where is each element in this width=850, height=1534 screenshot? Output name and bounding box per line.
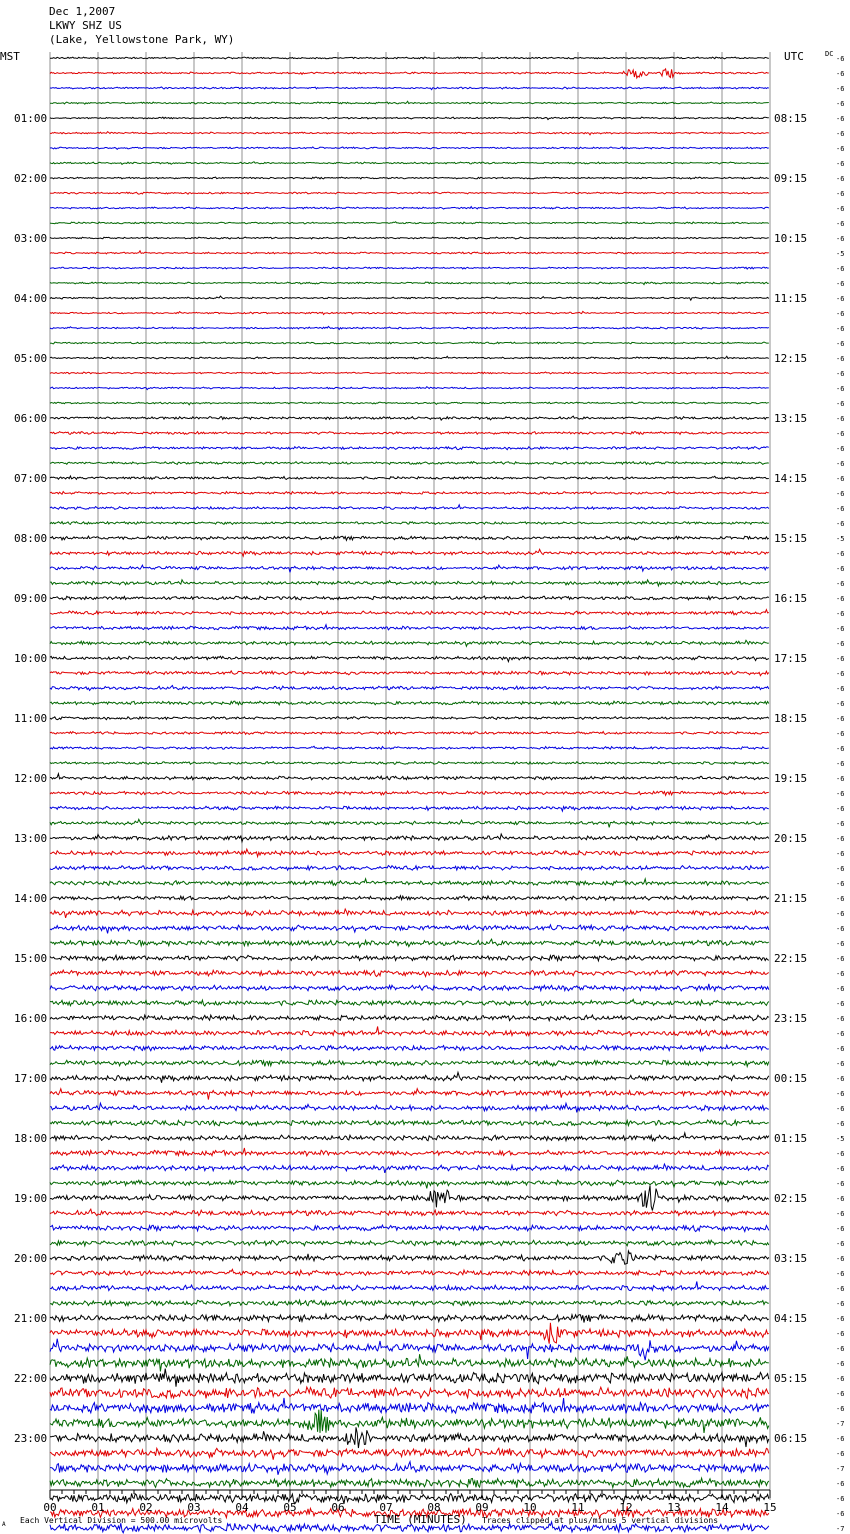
dc-offset-label: -6 (836, 145, 845, 153)
mst-hour-label: 18:00 (14, 1132, 48, 1145)
mst-hour-label: 16:00 (14, 1012, 48, 1025)
dc-offset-label: -5 (836, 1135, 845, 1143)
mst-hour-label: 06:00 (14, 412, 48, 425)
dc-offset-label: -6 (836, 1360, 845, 1368)
dc-offset-label: -6 (836, 1330, 845, 1338)
dc-offset-label: -6 (836, 235, 845, 243)
dc-offset-label: -6 (836, 70, 845, 78)
right-timezone: UTC (784, 50, 804, 63)
dc-header: DC (825, 50, 834, 58)
dc-offset-label: -6 (836, 340, 845, 348)
trace-line (50, 1148, 769, 1156)
dc-offset-label: -6 (836, 475, 845, 483)
dc-offset-label: -6 (836, 55, 845, 63)
dc-offset-label: -6 (836, 175, 845, 183)
utc-hour-label: 01:15 (774, 1132, 808, 1145)
dc-offset-label: -6 (836, 1435, 845, 1443)
dc-offset-label: -6 (836, 1150, 845, 1158)
trace-line (50, 177, 769, 179)
dc-offset-label: -6 (836, 760, 845, 768)
trace-line (50, 610, 769, 615)
utc-hour-label: 15:15 (774, 532, 808, 545)
mst-hour-label: 12:00 (14, 772, 48, 785)
utc-hour-label: 14:15 (774, 472, 808, 485)
dc-offset-label: -6 (836, 985, 845, 993)
utc-hour-label: 18:15 (774, 712, 808, 725)
x-tick-label: 08 (427, 1501, 441, 1514)
utc-hour-label: 16:15 (774, 592, 808, 605)
corner-mark: A (2, 1521, 6, 1528)
trace-line (50, 192, 769, 194)
header-location: (Lake, Yellowstone Park, WY) (49, 33, 235, 46)
mst-hour-label: 11:00 (14, 712, 48, 725)
x-tick-label: 06 (331, 1501, 345, 1514)
trace-line (50, 580, 769, 586)
dc-offset-label: -7 (836, 1465, 845, 1473)
utc-hour-label: 22:15 (774, 952, 808, 965)
trace-line (50, 1072, 769, 1082)
utc-hour-label: 06:15 (774, 1432, 808, 1445)
scale-note: Each Vertical Division = 500.00 microvolts (20, 1516, 223, 1525)
trace-line (50, 1240, 769, 1246)
dc-offset-label: -6 (836, 130, 845, 138)
dc-offset-label: -6 (836, 1480, 845, 1488)
trace-line (50, 939, 769, 947)
dc-offset-label: -6 (836, 1210, 845, 1218)
x-tick-label: 11 (571, 1501, 585, 1514)
utc-hour-label: 17:15 (774, 652, 808, 665)
x-tick-label: 14 (715, 1501, 729, 1514)
trace-line (50, 671, 769, 676)
dc-offset-label: -6 (836, 1315, 845, 1323)
trace-line (50, 565, 769, 572)
trace-line (50, 251, 769, 254)
trace-line (50, 447, 769, 450)
dc-offset-label: -5 (836, 250, 845, 258)
utc-hour-label: 19:15 (774, 772, 808, 785)
dc-offset-label: -6 (836, 355, 845, 363)
dc-offset-label: -6 (836, 1255, 845, 1263)
trace-line (50, 1369, 769, 1387)
dc-offset-label: -6 (836, 1165, 845, 1173)
dc-offset-label: -6 (836, 400, 845, 408)
dc-offset-label: -6 (836, 925, 845, 933)
trace-line (50, 1133, 769, 1141)
dc-offset-label: -6 (836, 835, 845, 843)
dc-offset-label: -6 (836, 700, 845, 708)
x-axis-title: TIME (MINUTES) (374, 1513, 467, 1526)
mst-hour-label: 13:00 (14, 832, 48, 845)
dc-offset-label: -6 (836, 325, 845, 333)
dc-offset-label: -6 (836, 550, 845, 558)
mst-hour-label: 01:00 (14, 112, 48, 125)
utc-hour-label: 10:15 (774, 232, 808, 245)
mst-hour-label: 02:00 (14, 172, 48, 185)
trace-line (50, 774, 769, 780)
trace-line (50, 1282, 769, 1291)
trace-line (50, 909, 769, 918)
trace-line (50, 1462, 769, 1475)
trace-line (50, 1314, 769, 1322)
mst-hour-label: 23:00 (14, 1432, 48, 1445)
mst-hour-label: 20:00 (14, 1252, 48, 1265)
mst-hour-label: 19:00 (14, 1192, 48, 1205)
trace-line (50, 87, 769, 90)
dc-offset-label: -6 (836, 610, 845, 618)
utc-hour-label: 08:15 (774, 112, 808, 125)
trace-line (50, 701, 769, 705)
dc-offset-label: -6 (836, 505, 845, 513)
dc-offset-label: -6 (836, 1045, 845, 1053)
trace-line (50, 1387, 769, 1399)
dc-offset-label: -6 (836, 625, 845, 633)
dc-offset-label: -6 (836, 460, 845, 468)
dc-offset-label: -6 (836, 640, 845, 648)
trace-line (50, 1448, 769, 1460)
dc-offset-label: -6 (836, 415, 845, 423)
utc-hour-label: 04:15 (774, 1312, 808, 1325)
trace-line (50, 505, 769, 510)
dc-offset-label: -6 (836, 895, 845, 903)
trace-line (50, 955, 769, 961)
dc-offset-label: -6 (836, 775, 845, 783)
trace-line (50, 1427, 769, 1448)
trace-line (50, 147, 769, 149)
x-tick-label: 13 (667, 1501, 681, 1514)
trace-line (50, 1060, 769, 1066)
trace-line (50, 1015, 769, 1021)
trace-line (50, 999, 769, 1006)
mst-hour-label: 15:00 (14, 952, 48, 965)
x-tick-label: 03 (187, 1501, 201, 1514)
dc-offset-label: -6 (836, 370, 845, 378)
trace-line (50, 372, 769, 374)
trace-line (50, 834, 769, 842)
dc-offset-label: -6 (836, 160, 845, 168)
dc-offset-label: -6 (836, 1270, 845, 1278)
dc-offset-label: -6 (836, 865, 845, 873)
header-station: LKWY SHZ US (49, 19, 122, 32)
trace-line (50, 207, 769, 209)
trace-line (50, 596, 769, 600)
dc-offset-label: -6 (836, 1105, 845, 1113)
x-tick-label: 07 (379, 1501, 393, 1514)
trace-line (50, 69, 769, 78)
dc-offset-label: -6 (836, 310, 845, 318)
utc-hour-label: 12:15 (774, 352, 808, 365)
trace-line (50, 686, 769, 691)
mst-hour-labels (14, 112, 47, 1445)
dc-offset-label: -6 (836, 685, 845, 693)
dc-offset-label: -6 (836, 190, 845, 198)
trace-line (50, 1269, 769, 1275)
x-tick-label: 05 (283, 1501, 297, 1514)
dc-offset-label: -6 (836, 1075, 845, 1083)
utc-hour-label: 20:15 (774, 832, 808, 845)
trace-line (50, 1120, 769, 1126)
trace-line (50, 117, 769, 120)
mst-hour-label: 21:00 (14, 1312, 48, 1325)
utc-hour-labels (774, 112, 807, 1445)
utc-hour-label: 09:15 (774, 172, 808, 185)
dc-offset-label: -6 (836, 1405, 845, 1413)
dc-offset-label: -6 (836, 220, 845, 228)
dc-offset-label: -6 (836, 205, 845, 213)
trace-line (50, 984, 769, 991)
trace-line (50, 162, 769, 165)
trace-line (50, 57, 769, 59)
dc-offset-label: -6 (836, 115, 845, 123)
x-tick-label: 15 (763, 1501, 777, 1514)
dc-offset-label: -6 (836, 580, 845, 588)
dc-offset-label: -6 (836, 1390, 845, 1398)
x-axis (43, 1490, 776, 1514)
dc-offset-label: -6 (836, 1060, 845, 1068)
trace-line (50, 237, 769, 239)
trace-line (50, 282, 769, 285)
trace-line (50, 791, 769, 795)
dc-offset-label: -6 (836, 430, 845, 438)
minute-grid (50, 52, 770, 1500)
utc-hour-label: 03:15 (774, 1252, 808, 1265)
dc-offset-label: -6 (836, 955, 845, 963)
dc-offset-label: -6 (836, 940, 845, 948)
dc-offset-label: -7 (836, 1420, 845, 1428)
dc-offset-label: -6 (836, 790, 845, 798)
utc-hour-label: 02:15 (774, 1192, 808, 1205)
x-tick-label: 09 (475, 1501, 489, 1514)
trace-line (50, 342, 769, 344)
dc-offset-label: -7 (836, 1525, 845, 1533)
header-date: Dec 1,2007 (49, 5, 116, 18)
dc-offset-label: -6 (836, 670, 845, 678)
trace-line (50, 387, 769, 390)
trace-line (50, 536, 769, 540)
trace-line (50, 1164, 769, 1173)
traces (50, 57, 769, 1534)
trace-line (50, 970, 769, 976)
dc-offset-label: -6 (836, 1030, 845, 1038)
dc-offset-label: -6 (836, 1285, 845, 1293)
utc-hour-label: 21:15 (774, 892, 808, 905)
dc-offset-label: -6 (836, 1090, 845, 1098)
trace-line (50, 866, 769, 871)
dc-offset-label: -6 (836, 850, 845, 858)
utc-hour-label: 13:15 (774, 412, 808, 425)
mst-hour-label: 04:00 (14, 292, 48, 305)
dc-offset-label: -6 (836, 295, 845, 303)
dc-offset-label: -6 (836, 1120, 845, 1128)
utc-hour-label: 05:15 (774, 1372, 808, 1385)
trace-line (50, 476, 769, 479)
mst-hour-label: 07:00 (14, 472, 48, 485)
mst-hour-label: 10:00 (14, 652, 48, 665)
trace-line (50, 549, 769, 556)
trace-line (50, 1410, 769, 1433)
trace-line (50, 267, 769, 269)
mst-hour-label: 14:00 (14, 892, 48, 905)
trace-line (50, 416, 769, 420)
dc-offset-label: -6 (836, 1240, 845, 1248)
trace-line (50, 1339, 769, 1361)
dc-offset-label: -6 (836, 910, 845, 918)
trace-line (50, 326, 769, 329)
trace-line (50, 625, 769, 630)
mst-hour-label: 08:00 (14, 532, 48, 545)
x-tick-label: 12 (619, 1501, 633, 1514)
dc-offset-label: -6 (836, 1000, 845, 1008)
dc-offset-label: -6 (836, 1375, 845, 1383)
mst-hour-label: 05:00 (14, 352, 48, 365)
utc-hour-label: 00:15 (774, 1072, 808, 1085)
left-timezone: MST (0, 50, 20, 63)
dc-offset-label: -6 (836, 715, 845, 723)
dc-offset-label: -6 (836, 1300, 845, 1308)
trace-line (50, 356, 769, 359)
dc-offset-label: -6 (836, 595, 845, 603)
trace-line (50, 1225, 769, 1231)
dc-offset-label: -6 (836, 880, 845, 888)
dc-offset-label: -6 (836, 730, 845, 738)
dc-offset-label: -6 (836, 1015, 845, 1023)
trace-line (50, 222, 769, 224)
dc-offset-label: -6 (836, 1180, 845, 1188)
dc-offset-label: -6 (836, 805, 845, 813)
trace-line (50, 731, 769, 734)
dc-offset-label: -6 (836, 385, 845, 393)
trace-line (50, 1300, 769, 1306)
trace-line (50, 1209, 769, 1215)
trace-line (50, 1354, 769, 1371)
trace-line (50, 1398, 769, 1414)
trace-line (50, 819, 769, 827)
dc-offset-label: -6 (836, 745, 845, 753)
dc-offset-label: -6 (836, 100, 845, 108)
x-tick-label: 10 (523, 1501, 537, 1514)
trace-line (50, 1478, 769, 1488)
trace-line (50, 296, 769, 300)
trace-line (50, 132, 769, 135)
dc-offset-label: -6 (836, 1450, 845, 1458)
dc-offset-label: -5 (836, 535, 845, 543)
x-tick-label: 02 (139, 1501, 153, 1514)
trace-line (50, 717, 769, 720)
trace-line (50, 640, 769, 646)
dc-offset-label: -6 (836, 1345, 845, 1353)
trace-line (50, 746, 769, 749)
trace-line (50, 1323, 769, 1344)
trace-line (50, 311, 769, 314)
dc-offset-label: -6 (836, 445, 845, 453)
dc-offset-label: -6 (836, 970, 845, 978)
trace-line (50, 1251, 769, 1264)
clip-note: Traces clipped at plus/minus 5 vertical divisions (482, 1516, 719, 1525)
mst-hour-label: 03:00 (14, 232, 48, 245)
dc-offset-label: -6 (836, 265, 845, 273)
dc-offset-label: -6 (836, 520, 845, 528)
x-tick-label: 01 (91, 1501, 105, 1514)
trace-line (50, 879, 769, 886)
trace-line (50, 656, 769, 662)
trace-line (50, 1045, 769, 1051)
dc-offset-label: -6 (836, 565, 845, 573)
trace-line (50, 1027, 769, 1036)
trace-line (50, 1494, 769, 1504)
dc-offset-label: -6 (836, 820, 845, 828)
dc-offset-label: -6 (836, 280, 845, 288)
trace-line (50, 101, 769, 104)
mst-hour-label: 17:00 (14, 1072, 48, 1085)
trace-line (50, 1089, 769, 1100)
x-tick-label: 04 (235, 1501, 249, 1514)
trace-line (50, 896, 769, 901)
trace-line (50, 849, 769, 857)
dc-offset-label: -6 (836, 490, 845, 498)
dc-offset-label: -6 (836, 655, 845, 663)
dc-offset-label: -6 (836, 1495, 845, 1503)
trace-line (50, 492, 769, 495)
dc-offset-labels (836, 55, 844, 1534)
trace-line (50, 1103, 769, 1112)
trace-line (50, 402, 769, 405)
trace-line (50, 1180, 769, 1188)
dc-offset-label: -6 (836, 85, 845, 93)
mst-hour-label: 09:00 (14, 592, 48, 605)
trace-line (50, 432, 769, 435)
trace-line (50, 806, 769, 811)
trace-line (50, 1185, 769, 1210)
trace-line (50, 762, 769, 765)
mst-hour-label: 22:00 (14, 1372, 48, 1385)
trace-line (50, 522, 769, 525)
utc-hour-label: 23:15 (774, 1012, 808, 1025)
utc-hour-label: 11:15 (774, 292, 808, 305)
dc-offset-label: -6 (836, 1510, 845, 1518)
dc-offset-label: -6 (836, 1225, 845, 1233)
trace-line (50, 925, 769, 934)
trace-line (50, 462, 769, 465)
dc-offset-label: -6 (836, 1195, 845, 1203)
x-tick-label: 00 (43, 1501, 57, 1514)
